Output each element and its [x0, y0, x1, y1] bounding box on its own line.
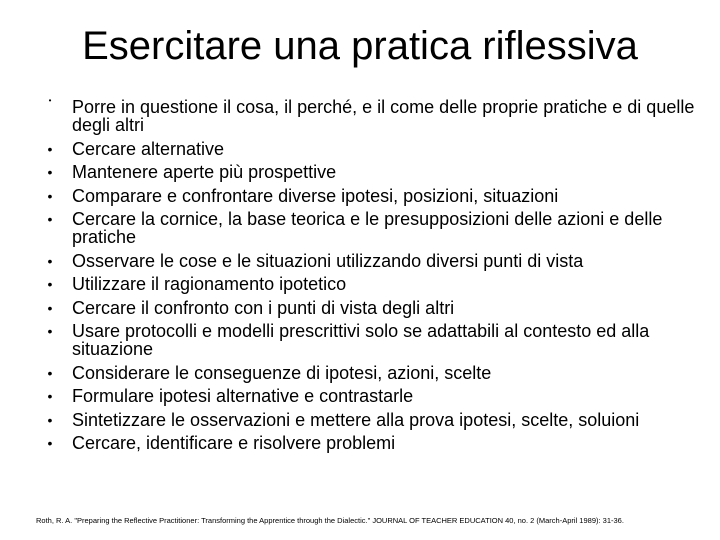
list-item-text: Cercare il confronto con i punti di vista degli altri: [72, 297, 455, 318]
list-item-text: Osservare le cose e le situazioni utilizzando diversi punti di vista: [72, 250, 584, 271]
list-item: [42, 275, 712, 293]
slide-title: Esercitare una pratica riflessiva: [82, 24, 638, 68]
citation: Roth, R. A. "Preparing the Reflective Practitioner: Transforming the Apprentice through the Dialectic." JOURNAL OF TEACHER EDUCATION 40, no. 2 (March-April 1989): 31-36.: [36, 516, 624, 525]
bullet-icon: •: [48, 96, 52, 105]
bullet-icon: •: [47, 164, 53, 180]
bullet-icon: •: [47, 364, 53, 381]
list-item-text: Formulare ipotesi alternative e contrastarle: [72, 386, 414, 406]
list-item-text: Cercare la cornice, la base teorica e le presupposizioni delle azioni e delle pratiche: [72, 209, 663, 247]
bullet-icon: •: [47, 140, 53, 157]
bullet-icon: •: [47, 276, 53, 292]
list-item: [42, 187, 712, 205]
list-item: [42, 163, 712, 181]
list-item-text: Sintetizzare le osservazioni e mettere alla prova ipotesi, scelte, soluioni: [72, 409, 640, 430]
list-item: [42, 210, 712, 246]
bullet-list: [42, 98, 712, 458]
bullet-icon: •: [47, 388, 53, 404]
list-item-text: Considerare le conseguenze di ipotesi, azioni, scelte: [72, 362, 492, 383]
list-item-text: Porre in questione il cosa, il perché, e il come delle proprie pratiche e di quelle degli altri: [72, 97, 695, 135]
list-item: [42, 140, 712, 158]
bullet-icon: •: [47, 411, 53, 428]
list-item-text: Comparare e confrontare diverse ipotesi, posizioni, situazioni: [72, 185, 559, 206]
bullet-icon: •: [47, 299, 53, 316]
list-item-text: Usare protocolli e modelli prescrittivi solo se adattabili al contesto ed alla situazione: [72, 321, 650, 359]
list-item: [42, 411, 712, 429]
list-item-text: Utilizzare il ragionamento ipotetico: [72, 274, 347, 294]
list-item: [42, 252, 712, 270]
list-item: [42, 434, 712, 452]
bullet-icon: •: [47, 323, 53, 339]
list-item-text: Cercare alternative: [72, 138, 225, 159]
list-item-text: Mantenere aperte più prospettive: [72, 162, 337, 182]
list-item: [42, 322, 712, 358]
list-item-text: Cercare, identificare e risolvere problemi: [72, 433, 396, 453]
list-item: [42, 98, 712, 134]
bullet-icon: •: [47, 435, 53, 451]
bullet-icon: •: [47, 211, 53, 227]
list-item: [42, 299, 712, 317]
bullet-icon: •: [47, 252, 53, 269]
list-item: [42, 364, 712, 382]
list-item: [42, 387, 712, 405]
bullet-icon: •: [47, 187, 53, 204]
